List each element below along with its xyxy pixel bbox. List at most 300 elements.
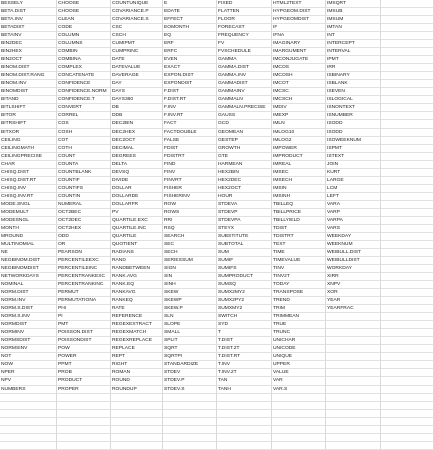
cell[interactable]: IMSQRT [326,0,381,8]
cell[interactable]: COLUMNS [57,40,111,48]
cell[interactable]: CEILINGMATH [0,145,57,153]
cell[interactable]: FREQUENCY [217,32,272,40]
cell[interactable]: CHAR [0,161,57,169]
cell[interactable]: NUMBERS [0,386,57,394]
cell[interactable]: NETWORKDAYS [0,273,57,281]
cell[interactable]: BIN2OCT [0,56,57,64]
cell[interactable] [57,442,111,450]
cell[interactable] [111,434,163,442]
cell[interactable] [381,386,434,394]
cell[interactable]: T.INV.2T [217,369,272,377]
cell[interactable] [381,361,434,369]
cell[interactable]: PEARSON [57,249,111,257]
cell[interactable]: NORM.S.DIST [0,305,57,313]
cell[interactable]: NOMINAL [0,281,57,289]
cell[interactable]: RANK.EQ [111,281,163,289]
cell[interactable]: F.INV [163,104,217,112]
cell[interactable]: SUMX2MY2 [217,289,272,297]
cell[interactable]: SQRT [163,345,217,353]
cell[interactable] [326,329,381,337]
cell[interactable]: MULTINOMIAL [0,241,57,249]
cell[interactable]: IMSUB [326,8,381,16]
cell[interactable]: ISOWEEKNUM [326,137,381,145]
cell[interactable]: QUARTILE.EXC [111,217,163,225]
cell[interactable]: CEILING [0,137,57,145]
cell[interactable] [381,321,434,329]
cell[interactable]: CHISQ.INV [0,185,57,193]
cell[interactable]: ISNONTEXT [326,104,381,112]
cell[interactable] [0,426,57,434]
cell[interactable]: FV [217,40,272,48]
cell[interactable]: PERMUT [57,289,111,297]
cell[interactable]: BESSELY [0,0,57,8]
cell[interactable]: BITOR [0,112,57,120]
cell[interactable]: RSQ [163,225,217,233]
cell[interactable]: XOR [326,289,381,297]
cell[interactable]: HYPGEOMDIST [272,16,326,24]
cell[interactable]: BIN2DEC [0,40,57,48]
cell[interactable]: PMT [57,321,111,329]
cell[interactable]: FINVRT [163,177,217,185]
cell[interactable] [381,377,434,385]
cell[interactable]: UPPER [272,361,326,369]
cell[interactable]: F.DIST [163,88,217,96]
cell[interactable]: GAMMAINV [217,88,272,96]
cell[interactable] [381,88,434,96]
cell[interactable]: IMARGUMENT [272,48,326,56]
cell[interactable] [217,434,272,442]
cell[interactable] [381,96,434,104]
cell[interactable] [272,402,326,410]
cell[interactable] [381,313,434,321]
cell[interactable] [381,418,434,426]
cell[interactable]: SLOPE [163,321,217,329]
cell[interactable] [381,297,434,305]
cell[interactable]: CHOOSE [57,0,111,8]
cell[interactable]: FINV [163,169,217,177]
cell[interactable]: HEX2BIN [217,169,272,177]
cell[interactable]: BETA.DIST [0,8,57,16]
cell[interactable] [111,410,163,418]
cell[interactable]: POW [57,345,111,353]
cell[interactable] [163,442,217,450]
cell[interactable]: NPV [0,377,57,385]
cell[interactable] [381,345,434,353]
cell[interactable]: RANDBETWEEN [111,265,163,273]
cell[interactable]: SERIESSUM [163,257,217,265]
cell[interactable]: FACTDOUBLE [163,129,217,137]
cell[interactable]: TREND [272,297,326,305]
cell[interactable]: IMSEC [272,169,326,177]
cell[interactable] [381,289,434,297]
cell[interactable]: T.INV [217,361,272,369]
cell[interactable]: FISHERINV [163,193,217,201]
cell[interactable]: DOLLARDE [111,193,163,201]
cell[interactable]: SUM [217,249,272,257]
cell[interactable]: OCT2HEX [57,225,111,233]
cell[interactable]: KURT [326,169,381,177]
cell[interactable] [111,442,163,450]
cell[interactable] [381,153,434,161]
cell[interactable] [272,442,326,450]
cell[interactable]: IMTAN [326,24,381,32]
cell[interactable] [163,434,217,442]
cell[interactable]: WEEKNUM [326,241,381,249]
cell[interactable]: IMSUM [326,16,381,24]
cell[interactable]: IMCSCH [272,96,326,104]
cell[interactable]: CHOOSE [57,8,111,16]
cell[interactable] [381,0,434,8]
cell[interactable]: IMCOSH [272,72,326,80]
cell[interactable]: CONFIDENCE.NORM [57,88,111,96]
cell[interactable]: POWER [57,353,111,361]
cell[interactable]: DB [111,104,163,112]
cell[interactable]: VAR.S [272,386,326,394]
cell[interactable]: EFFECT [163,16,217,24]
cell[interactable]: LCM [326,185,381,193]
cell[interactable]: BITXOR [0,129,57,137]
cell[interactable] [381,394,434,402]
cell[interactable]: SIGN [163,265,217,273]
cell[interactable]: TINV2T [272,273,326,281]
cell[interactable]: VARP [326,209,381,217]
cell[interactable]: IMAGINARY [272,40,326,48]
cell[interactable] [381,185,434,193]
cell[interactable]: COMBINA [57,56,111,64]
cell[interactable] [381,104,434,112]
cell[interactable] [381,161,434,169]
cell[interactable] [326,434,381,442]
cell[interactable]: VARS [326,225,381,233]
cell[interactable] [381,56,434,64]
cell[interactable]: EXPON.DIST [163,72,217,80]
cell[interactable]: GROWTH [217,145,272,153]
cell[interactable]: TINV [272,265,326,273]
cell[interactable]: IMCSC [272,88,326,96]
cell[interactable]: GAMMA [217,56,272,64]
cell[interactable]: BINOM.DIST.RANG [0,72,57,80]
cell[interactable]: GAMMALN.PRECISE [217,104,272,112]
cell[interactable] [326,345,381,353]
cell[interactable]: ISEVEN [326,88,381,96]
cell[interactable]: NEGBINOM.DIST [0,257,57,265]
cell[interactable]: QUARTILE.INC [111,225,163,233]
cell[interactable]: ISNUMBER [326,112,381,120]
cell[interactable] [381,201,434,209]
cell[interactable]: TODAY [272,281,326,289]
cell[interactable] [163,402,217,410]
cell[interactable]: SUMX2PY2 [217,297,272,305]
cell[interactable] [381,137,434,145]
cell[interactable]: TRUE [272,321,326,329]
cell[interactable]: FORECAST [217,24,272,32]
cell[interactable]: CORREL [57,112,111,120]
cell[interactable]: GTE [217,153,272,161]
cell[interactable]: PRODUCT [57,377,111,385]
cell[interactable]: HARMEAN [217,161,272,169]
cell[interactable]: WEEKDAY [326,233,381,241]
cell[interactable]: BIN2HEX [0,48,57,56]
cell[interactable] [217,426,272,434]
cell[interactable] [381,120,434,128]
cell[interactable]: INTERVAL [326,48,381,56]
cell[interactable]: SINH [163,281,217,289]
cell[interactable]: ISODD [326,129,381,137]
cell[interactable]: DAYS [111,88,163,96]
cell[interactable]: SUMSQ [217,281,272,289]
cell[interactable] [326,369,381,377]
cell[interactable]: FLATTEN [217,8,272,16]
cell[interactable]: DEVSQ [111,169,163,177]
cell[interactable] [163,426,217,434]
cell[interactable] [381,209,434,217]
cell[interactable]: SUMPRODUCT [217,273,272,281]
cell[interactable] [381,64,434,72]
cell[interactable]: PROB [57,369,111,377]
cell[interactable] [381,129,434,137]
cell[interactable]: COLUMN [57,32,111,40]
cell[interactable]: CEILINGPRECISE [0,153,57,161]
cell[interactable] [381,241,434,249]
cell[interactable]: REPLACE [111,345,163,353]
cell[interactable]: COUNTUNIQUE [111,0,163,8]
cell[interactable]: OCT2DEC [57,217,111,225]
cell[interactable]: REGEXEXTRACT [111,321,163,329]
cell[interactable] [381,329,434,337]
cell[interactable]: COMBIN [57,48,111,56]
cell[interactable] [381,265,434,273]
cell[interactable]: SKEW.P [163,305,217,313]
cell[interactable]: DIVIDE [111,177,163,185]
cell[interactable] [381,225,434,233]
cell[interactable]: REFERENCE [111,313,163,321]
cell[interactable]: ROUNDUP [111,386,163,394]
cell[interactable] [381,112,434,120]
cell[interactable]: RRI [163,217,217,225]
cell[interactable]: RANKAVG [111,289,163,297]
cell[interactable]: BINOMDIST [0,88,57,96]
cell[interactable]: CSCH [111,32,163,40]
cell[interactable]: T [217,329,272,337]
cell[interactable] [381,233,434,241]
cell[interactable]: COVARIANCE.P [111,8,163,16]
cell[interactable]: TBILLEQ [272,201,326,209]
cell[interactable] [0,442,57,450]
cell[interactable]: BITRSHIFT [0,120,57,128]
cell[interactable]: ERFC [163,48,217,56]
cell[interactable] [326,402,381,410]
cell[interactable]: ROUND [111,377,163,385]
cell[interactable]: JOIN [326,161,381,169]
cell[interactable]: FDIST [163,145,217,153]
cell[interactable] [326,386,381,394]
cell[interactable]: WEIBULLDIST [326,257,381,265]
cell[interactable]: E [163,0,217,8]
cell[interactable]: STDEV.P [163,377,217,385]
cell[interactable]: COUNT [57,153,111,161]
cell[interactable]: ISTEXT [326,153,381,161]
cell[interactable]: SUBSTITUTE [217,233,272,241]
cell[interactable]: DEC2BIN [111,120,163,128]
cell[interactable]: FVSCHEDULE [217,48,272,56]
cell[interactable]: PERCENTILEEXC [57,257,111,265]
cell[interactable] [381,24,434,32]
cell[interactable]: SUMXMY2 [217,305,272,313]
cell[interactable]: ERF [163,40,217,48]
cell[interactable]: RANKEQ [111,297,163,305]
cell[interactable]: IF [272,24,326,32]
cell[interactable]: HEX2OCT [217,185,272,193]
cell[interactable]: COTH [57,145,111,153]
cell[interactable]: EVEN [163,56,217,64]
cell[interactable]: TBILLPRICE [272,209,326,217]
cell[interactable]: OCT2BEC [57,209,111,217]
cell[interactable] [326,361,381,369]
cell[interactable]: PERCENTRANKEXC [57,273,111,281]
cell[interactable]: COSH [57,129,111,137]
cell[interactable]: EQ [163,32,217,40]
cell[interactable]: CLEAN [57,16,111,24]
cell[interactable]: STANDARDIZE [163,361,217,369]
cell[interactable]: SKEWP [163,297,217,305]
cell[interactable]: CODE [57,24,111,32]
cell[interactable]: REPT [111,353,163,361]
cell[interactable] [381,434,434,442]
cell[interactable] [0,418,57,426]
cell[interactable]: FDISTRT [163,153,217,161]
cell[interactable]: NORMDIST [0,321,57,329]
cell[interactable]: LEFT [326,193,381,201]
cell[interactable] [381,145,434,153]
cell[interactable]: QUARTILE [111,233,163,241]
cell[interactable]: IRR [326,64,381,72]
cell[interactable]: TANH [217,386,272,394]
cell[interactable]: TEXT [272,241,326,249]
cell[interactable]: TRANSPOSE [272,289,326,297]
cell[interactable]: SEARCH [163,233,217,241]
cell[interactable]: HYPGEOM.DIST [272,8,326,16]
cell[interactable] [0,410,57,418]
cell[interactable]: F.DIST.RT [163,96,217,104]
cell[interactable]: NUMERAL [57,201,111,209]
cell[interactable] [217,442,272,450]
cell[interactable]: T.DIST.2T [217,345,272,353]
cell[interactable]: STDEVPA [217,217,272,225]
cell[interactable]: IMSINH [272,193,326,201]
cell[interactable] [0,394,57,402]
cell[interactable]: ISBINARY [326,72,381,80]
cell[interactable]: DEC2OCT [111,137,163,145]
cell[interactable]: GAMMADIST [217,80,272,88]
cell[interactable]: DDB [111,112,163,120]
cell[interactable]: COUNTIFS [57,185,111,193]
cell[interactable]: T.DIST [217,337,272,345]
cell[interactable]: F.INV.RT [163,112,217,120]
cell[interactable]: INTERCEPT [326,40,381,48]
cell[interactable]: MODESNGL [0,217,57,225]
cell[interactable]: HEX2DEC [217,177,272,185]
cell[interactable]: UNIQUE [272,353,326,361]
cell[interactable]: IMEXP [272,112,326,120]
cell[interactable]: RATE [111,305,163,313]
cell[interactable]: PERCENTRANKINC [57,281,111,289]
cell[interactable] [381,16,434,24]
cell[interactable]: SPLIT [163,337,217,345]
cell[interactable] [381,273,434,281]
cell[interactable] [381,305,434,313]
cell[interactable]: IMDIV [272,104,326,112]
cell[interactable] [381,249,434,257]
cell[interactable]: COT [57,137,111,145]
cell[interactable]: HTML2TEXT [272,0,326,8]
cell[interactable]: MROUND [0,233,57,241]
cell[interactable] [111,402,163,410]
cell[interactable]: FALSE [163,137,217,145]
cell[interactable] [381,426,434,434]
cell[interactable] [381,48,434,56]
cell[interactable] [272,418,326,426]
cell[interactable]: UNICHAR [272,337,326,345]
cell[interactable] [381,402,434,410]
cell[interactable]: SKEW [163,289,217,297]
cell[interactable] [381,8,434,16]
cell[interactable]: FIND [163,161,217,169]
cell[interactable]: DECIMAL [111,145,163,153]
cell[interactable]: GAMMA.INV [217,72,272,80]
cell[interactable]: ISLOGICAL [326,96,381,104]
cell[interactable]: CUMPRINC [111,48,163,56]
cell[interactable]: TRUNC [272,329,326,337]
cell[interactable]: DATEVALUE [111,64,163,72]
cell[interactable]: ISODD [326,120,381,128]
cell[interactable] [381,281,434,289]
cell[interactable]: CONFIDENCE [57,80,111,88]
cell[interactable] [326,410,381,418]
cell[interactable]: T.DIST.RT [217,353,272,361]
cell[interactable]: VAR [272,377,326,385]
cell[interactable]: SUMIF [217,257,272,265]
cell[interactable] [57,426,111,434]
cell[interactable]: VALUE [272,369,326,377]
cell[interactable]: NOT [0,353,57,361]
cell[interactable] [381,257,434,265]
cell[interactable]: BETADIST [0,24,57,32]
cell[interactable]: SLN [163,313,217,321]
cell[interactable] [163,394,217,402]
cell[interactable]: FIXED [217,0,272,8]
cell[interactable]: BITLSHIFT [0,104,57,112]
cell[interactable]: XNPV [326,281,381,289]
cell[interactable] [163,410,217,418]
cell[interactable] [381,193,434,201]
cell[interactable]: CONFIDENCE.T [57,96,111,104]
cell[interactable]: IMLOG2 [272,137,326,145]
cell[interactable]: IMSIN [272,185,326,193]
cell[interactable]: COS [57,120,111,128]
cell[interactable]: TDISTRT [272,233,326,241]
cell[interactable]: DATE [111,56,163,64]
cell[interactable]: GCD [217,120,272,128]
cell[interactable]: ROWS [163,209,217,217]
cell[interactable] [0,402,57,410]
cell[interactable]: VARPA [326,217,381,225]
cell[interactable]: POISSON.DIST [57,329,111,337]
cell[interactable] [326,377,381,385]
cell[interactable]: IMCOT [272,80,326,88]
cell[interactable]: GESTEP [217,137,272,145]
cell[interactable]: NORMSDIST [0,337,57,345]
cell[interactable] [57,418,111,426]
